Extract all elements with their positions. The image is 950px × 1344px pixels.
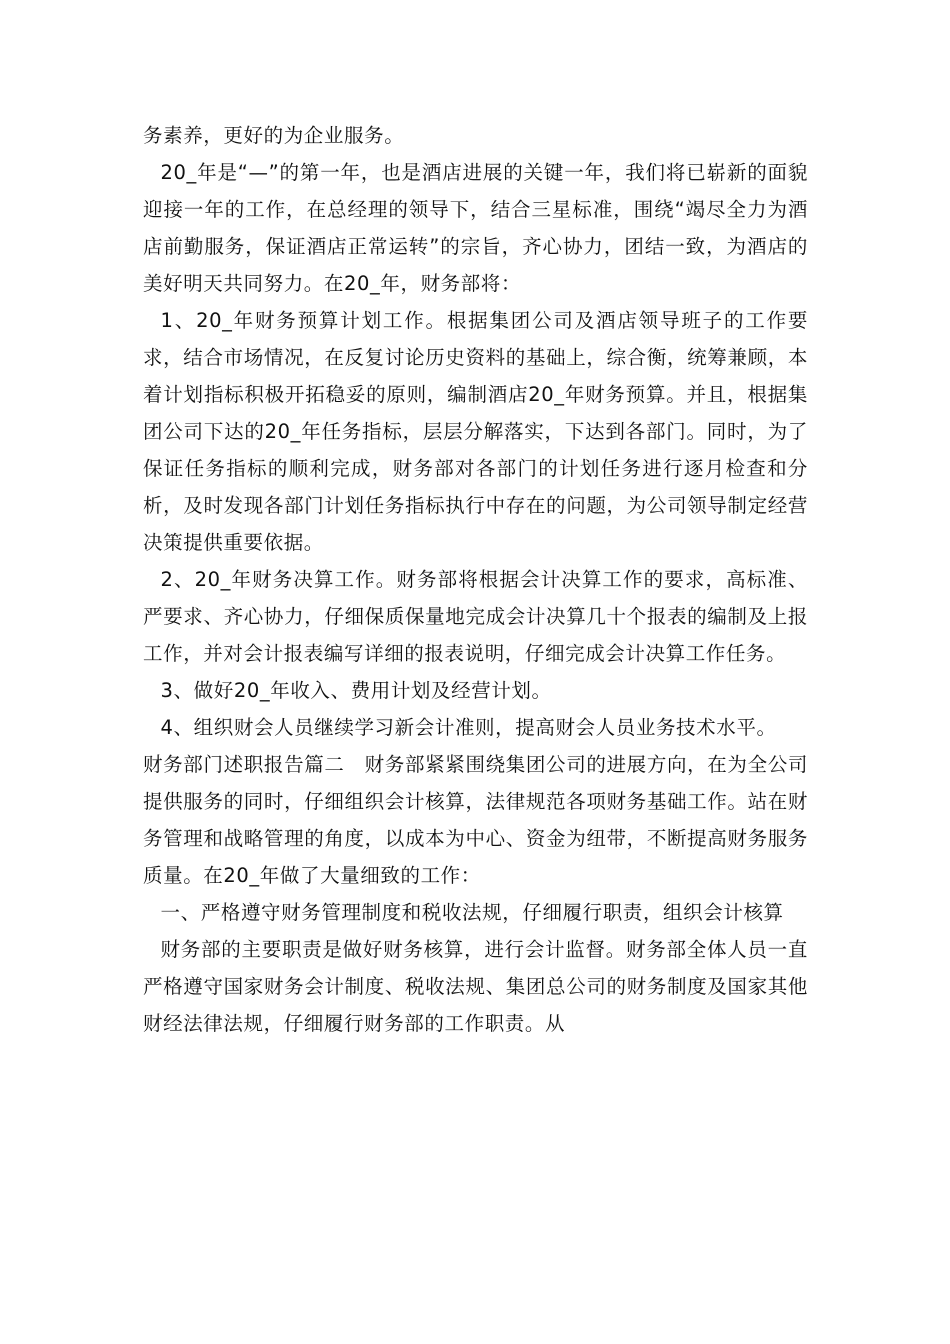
paragraph-item-4: 4、组织财会人员继续学习新会计准则，提高财会人员业务技术水平。 xyxy=(160,716,777,739)
document-body xyxy=(143,117,808,1042)
paragraph-item-1: 1、20_年财务预算计划工作。根据集团公司及酒店领导班子的工作要求，结合市场情况，在反复讨论历史资料的基础上，综合衡，统筹兼顾，本着计划指标积极开拓稳妥的原则，编制酒店20_年财务预算。并且，根据集团公司下达的20_年任务指标，层层分解落实，下达到各部门。同时，为了保证任务指标的顺利完成，财务部对各部门的计划任务进行逐月检查和分析，及时发现各部门计划任务指标执行中存在的问题，为公司领导制定经营决策提供重要依据。 xyxy=(143,309,808,554)
paragraph-intro: 20_年是“—”的第一年，也是酒店进展的关键一年，我们将已崭新的面貌迎接一年的工作，在总经理的领导下，结合三星标准，围绕“竭尽全力为酒店前勤服务，保证酒店正常运转”的宗旨，齐心协力，团结一致，为酒店的美好明天共同努力。在20_年，财务部将： xyxy=(143,161,808,295)
paragraph-duties: 财务部的主要职责是做好财务核算，进行会计监督。财务部全体人员一直严格遵守国家财务会计制度、税收法规、集团总公司的财务制度及国家其他财经法律法规，仔细履行财务部的工作职责。从 xyxy=(143,938,808,1035)
section-heading-one: 一、严格遵守财务管理制度和税收法规，仔细履行职责，组织会计核算 xyxy=(160,901,784,924)
paragraph-item-2: 2、20_年财务决算工作。财务部将根据会计决算工作的要求，高标准、严要求、齐心协力，仔细保质保量地完成会计决算几十个报表的编制及上报工作，并对会计报表编写详细的报表说明，仔细完成会计决算工作任务。 xyxy=(143,568,808,665)
paragraph-continuation: 务素养，更好的为企业服务。 xyxy=(143,124,405,147)
paragraph-item-3: 3、做好20_年收入、费用计划及经营计划。 xyxy=(160,679,552,702)
paragraph-report-two: 财务部门述职报告篇二 财务部紧紧围绕集团公司的进展方向，在为全公司提供服务的同时，仔细组织会计核算，法律规范各项财务基础工作。站在财务管理和战略管理的角度，以成本为中心、资金为纽带，不断提高财务服务质量。在20_年做了大量细致的工作： xyxy=(143,753,808,887)
